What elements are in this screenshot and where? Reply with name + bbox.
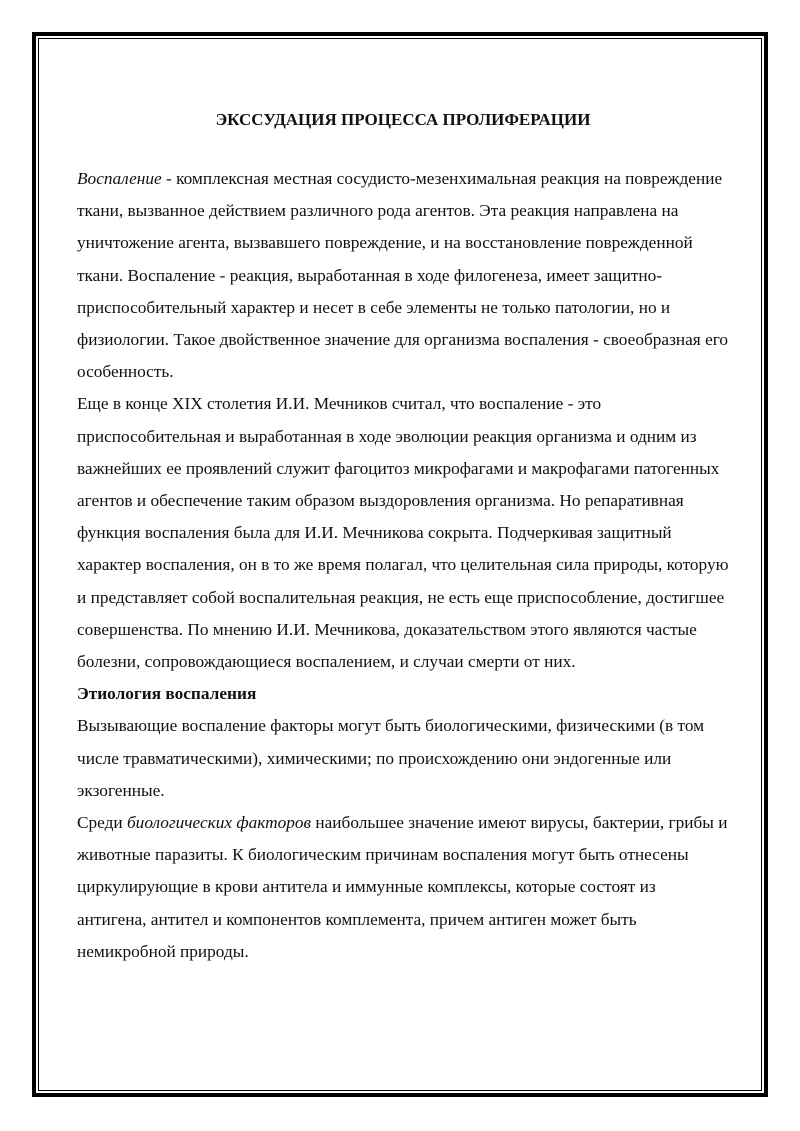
paragraph-factors: Вызывающие воспаление факторы могут быть биологическими, физическими (в том числе травматическими), химическими; по происхождению они эндогенные или экзогенные.: [77, 716, 705, 800]
paragraph-text: - комплексная местная сосудисто-мезенхимальная реакция на повреждение ткани, вызванное действием различного рода агентов. Эта реакция направлена на уничтожение агента, вызвавшего повреждение, и на восстановление поврежденной ткани. Воспаление - реакция, выработанная в ходе филогенеза, имеет защитно-приспособительный характер и несет в себе элементы не только патологии, но и физиологии. Такое двойственное значение для организма воспаления - своеобразная его особенность.: [77, 169, 729, 382]
term-biological-factors: биологических факторов: [126, 813, 312, 833]
paragraph-biological-factors: [77, 807, 729, 968]
document-title: ЭКССУДАЦИЯ ПРОЦЕССА ПРОЛИФЕРАЦИИ: [215, 110, 591, 129]
term-inflammation: Воспаление: [77, 169, 162, 188]
document-body: [77, 104, 729, 968]
section-heading-etiology: Этиология воспаления: [77, 684, 257, 704]
paragraph-inflammation-definition: [77, 163, 729, 388]
paragraph-mechnikov: Еще в конце XIX столетия И.И. Мечников считал, что воспаление - это приспособительная и выработанная в ходе эволюции реакция организма и одним из важнейших ее проявлений служит фагоцитоз микрофагами и макрофагами патогенных агентов и обеспечение таким образом выздоровления организма. Но репаративная функция воспаления была для И.И. Мечникова сокрыта. Подчеркивая защитный характер воспаления, он в то же время полагал, что целительная сила природы, которую и представляет собой воспалительная реакция, не есть еще приспособление, достигшее совершенства. По мнению И.И. Мечникова, доказательством этого являются частые болезни, сопровождающиеся воспалением, и случаи смерти от них.: [77, 394, 729, 672]
paragraph-prefix: Среди: [77, 813, 127, 833]
paragraph-text: наибольшее значение имеют вирусы, бактерии, грибы и животные паразиты. К биологическим причинам воспаления могут быть отнесены циркулирующие в крови антитела и иммунные комплексы, которые состоят из антигена, антител и компонентов комплемента, причем антиген может быть немикробной природы.: [77, 813, 728, 961]
